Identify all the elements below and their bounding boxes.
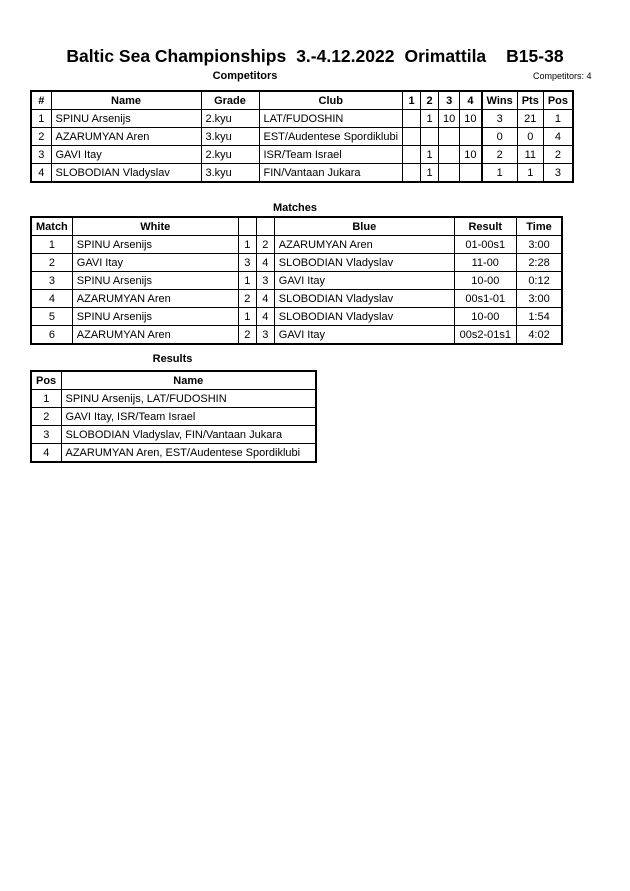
competitor-score-3: [439, 146, 460, 164]
match-time: 1:54: [516, 308, 562, 326]
competitor-name: SLOBODIAN Vladyslav: [51, 164, 201, 183]
match-row: [31, 326, 562, 345]
match-time: 4:02: [516, 326, 562, 345]
match-num: 3: [31, 272, 72, 290]
competitors-header-c4: 4: [460, 91, 482, 110]
match-time: 3:00: [516, 236, 562, 254]
match-row: [31, 254, 562, 272]
match-white-seed: 3: [238, 254, 256, 272]
competitor-score-2: 1: [421, 110, 439, 128]
competitor-score-1: [403, 128, 421, 146]
competitor-score-4: [460, 164, 482, 183]
match-result: 11-00: [454, 254, 516, 272]
result-pos: 1: [31, 390, 61, 408]
competitor-num: 2: [31, 128, 51, 146]
competitor-row: [31, 128, 573, 146]
match-blue-seed: 4: [256, 290, 274, 308]
competitor-score-2: 1: [421, 164, 439, 183]
competitor-pos: 2: [543, 146, 573, 164]
match-num: 2: [31, 254, 72, 272]
competitor-name: GAVI Itay: [51, 146, 201, 164]
competitors-header-wins: Wins: [482, 91, 518, 110]
match-row: [31, 290, 562, 308]
match-white-name: SPINU Arsenijs: [72, 272, 238, 290]
match-blue-seed: 3: [256, 326, 274, 345]
competitor-score-3: [439, 164, 460, 183]
competitor-score-4: 10: [460, 110, 482, 128]
match-blue-name: AZARUMYAN Aren: [274, 236, 454, 254]
competitors-header-club: Club: [259, 91, 403, 110]
match-num: 1: [31, 236, 72, 254]
match-white-seed: 1: [238, 308, 256, 326]
matches-header-result: Result: [454, 217, 516, 236]
competitors-header-c3: 3: [439, 91, 460, 110]
match-blue-seed: 2: [256, 236, 274, 254]
competitor-score-3: 10: [439, 110, 460, 128]
competitor-wins: 3: [482, 110, 518, 128]
competitor-score-1: [403, 146, 421, 164]
competitor-club: FIN/Vantaan Jukara: [259, 164, 403, 183]
competitors-header-pos: Pos: [543, 91, 573, 110]
match-time: 0:12: [516, 272, 562, 290]
match-blue-name: SLOBODIAN Vladyslav: [274, 308, 454, 326]
matches-section-heading: Matches: [272, 202, 318, 214]
match-blue-name: GAVI Itay: [274, 326, 454, 345]
competitor-wins: 2: [482, 146, 518, 164]
match-white-seed: 1: [238, 272, 256, 290]
competitors-header-row: [31, 91, 573, 110]
competitors-header-name: Name: [51, 91, 201, 110]
match-white-seed: 1: [238, 236, 256, 254]
match-white-seed: 2: [238, 290, 256, 308]
competitor-score-4: [460, 128, 482, 146]
result-row: [31, 408, 316, 426]
results-header-pos: Pos: [31, 371, 61, 390]
competitor-row: [31, 146, 573, 164]
competitor-score-1: [403, 164, 421, 183]
competitor-pts: 0: [517, 128, 543, 146]
result-row: [31, 390, 316, 408]
competitor-score-3: [439, 128, 460, 146]
page-title: [0, 46, 630, 67]
competitor-pos: 4: [543, 128, 573, 146]
match-row: [31, 272, 562, 290]
result-name: SPINU Arsenijs, LAT/FUDOSHIN: [61, 390, 316, 408]
match-num: 4: [31, 290, 72, 308]
competitor-grade: 2.kyu: [201, 110, 259, 128]
result-name: AZARUMYAN Aren, EST/Audentese Spordiklubi: [61, 444, 316, 463]
competitors-header-c2: 2: [421, 91, 439, 110]
competitor-pts: 11: [517, 146, 543, 164]
competitor-name: SPINU Arsenijs: [51, 110, 201, 128]
result-row: [31, 426, 316, 444]
matches-header-white: White: [72, 217, 238, 236]
competitor-num: 1: [31, 110, 51, 128]
match-white-name: GAVI Itay: [72, 254, 238, 272]
match-result: 10-00: [454, 272, 516, 290]
matches-header-blue-num: [256, 217, 274, 236]
match-row: [31, 308, 562, 326]
matches-header-num: Match: [31, 217, 72, 236]
match-num: 5: [31, 308, 72, 326]
matches-header-white-num: [238, 217, 256, 236]
result-name: GAVI Itay, ISR/Team Israel: [61, 408, 316, 426]
results-header-row: [31, 371, 316, 390]
matches-header-row: [31, 217, 562, 236]
match-blue-seed: 4: [256, 308, 274, 326]
match-time: 2:28: [516, 254, 562, 272]
competitor-num: 4: [31, 164, 51, 183]
result-pos: 3: [31, 426, 61, 444]
match-blue-name: GAVI Itay: [274, 272, 454, 290]
competitor-pts: 21: [517, 110, 543, 128]
competitors-header-c1: 1: [403, 91, 421, 110]
match-time: 3:00: [516, 290, 562, 308]
competitor-wins: 1: [482, 164, 518, 183]
results-table: [30, 370, 317, 463]
competitor-row: [31, 164, 573, 183]
results-header-name: Name: [61, 371, 316, 390]
title-event-date: 3.-4.12.2022: [296, 46, 395, 66]
match-white-name: SPINU Arsenijs: [72, 236, 238, 254]
competitor-wins: 0: [482, 128, 518, 146]
competitor-score-4: 10: [460, 146, 482, 164]
competitors-header-num: #: [31, 91, 51, 110]
matches-header-blue: Blue: [274, 217, 454, 236]
competitor-pts: 1: [517, 164, 543, 183]
competitors-count-label: Competitors: 4: [533, 71, 592, 81]
match-white-name: SPINU Arsenijs: [72, 308, 238, 326]
title-event-name: Baltic Sea Championships: [66, 46, 287, 66]
result-pos: 4: [31, 444, 61, 463]
match-result: 10-00: [454, 308, 516, 326]
competitor-grade: 3.kyu: [201, 164, 259, 183]
result-row: [31, 444, 316, 463]
competitor-row: [31, 110, 573, 128]
match-white-name: AZARUMYAN Aren: [72, 290, 238, 308]
match-white-seed: 2: [238, 326, 256, 345]
competitors-section-heading: Competitors: [212, 70, 278, 82]
competitor-club: ISR/Team Israel: [259, 146, 403, 164]
competitor-club: EST/Audentese Spordiklubi: [259, 128, 403, 146]
match-white-name: AZARUMYAN Aren: [72, 326, 238, 345]
match-result: 00s1-01: [454, 290, 516, 308]
competitor-num: 3: [31, 146, 51, 164]
title-category-code: B15-38: [506, 46, 564, 66]
competitor-score-2: 1: [421, 146, 439, 164]
competitor-grade: 3.kyu: [201, 128, 259, 146]
competitors-header-grade: Grade: [201, 91, 259, 110]
match-blue-seed: 3: [256, 272, 274, 290]
match-result: 01-00s1: [454, 236, 516, 254]
results-section-heading: Results: [152, 353, 193, 365]
match-blue-seed: 4: [256, 254, 274, 272]
result-name: SLOBODIAN Vladyslav, FIN/Vantaan Jukara: [61, 426, 316, 444]
match-row: [31, 236, 562, 254]
competitor-pos: 3: [543, 164, 573, 183]
match-result: 00s2-01s1: [454, 326, 516, 345]
competitor-name: AZARUMYAN Aren: [51, 128, 201, 146]
matches-header-time: Time: [516, 217, 562, 236]
competitor-club: LAT/FUDOSHIN: [259, 110, 403, 128]
competitor-score-2: [421, 128, 439, 146]
match-blue-name: SLOBODIAN Vladyslav: [274, 254, 454, 272]
competitors-table: [30, 90, 574, 183]
competitor-grade: 2.kyu: [201, 146, 259, 164]
matches-table: [30, 216, 563, 345]
competitor-score-1: [403, 110, 421, 128]
competitors-header-pts: Pts: [517, 91, 543, 110]
result-pos: 2: [31, 408, 61, 426]
match-blue-name: SLOBODIAN Vladyslav: [274, 290, 454, 308]
competitor-pos: 1: [543, 110, 573, 128]
title-event-location: Orimattila: [404, 46, 487, 66]
match-num: 6: [31, 326, 72, 345]
